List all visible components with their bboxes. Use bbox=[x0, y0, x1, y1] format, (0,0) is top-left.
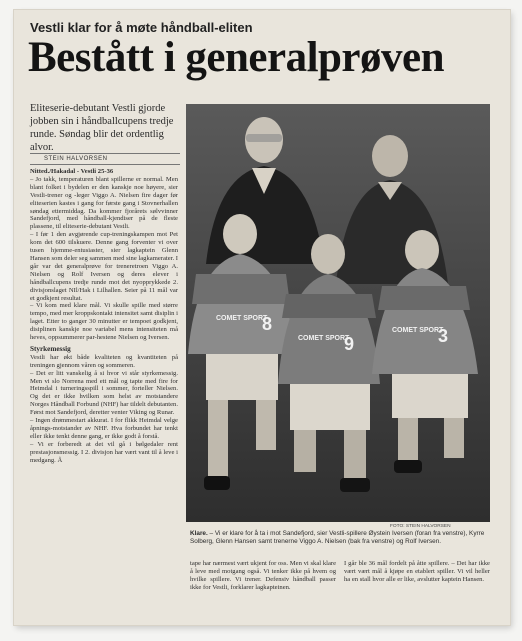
caption-lead: Klare. bbox=[190, 530, 208, 537]
body-column-3 bbox=[190, 560, 336, 592]
caption-text: – Vi er klare for å ta i mot Sandefjord, sier Vestli-spillere Øystein Iversen (foran fra venstre), Kyrre Solberg, Glenn Hansen samt trenerne Viggo A. Nielsen (bak fra venstre) og Rolf Iversen. bbox=[190, 530, 485, 545]
photo-credit: FOTO: STEIN HALVORSEN bbox=[390, 524, 451, 529]
byline-rule bbox=[30, 153, 180, 154]
body-paragraph: – Ingen drømmestart akkurat. I for flikk Heimdal velge åpnings-motstander av NHF. Hva forbundet har tenkt eller ikke tenkt denne gang, er ikke godt å forstå. bbox=[30, 417, 178, 440]
body-paragraph: – Vi kom med klare mål. Vi skulle spille med større tempo, med mer kroppskontakt intensitet samt disiplin i laget. Etter to ganger 30 minutter er tempoet godkjent, disiplinen kanskje noe variabel mens intensiteten må heves, oppsummerer par-hestene Nielsen og Iversen. bbox=[30, 302, 178, 342]
newspaper-clipping bbox=[14, 10, 510, 625]
team-photo bbox=[186, 104, 490, 522]
body-paragraph: tape har nærmest vært ukjent for oss. Men vi skal klare å leve med motgang også. Vi tenker ikke på hvem og hvilke spillere. Vi trener. Defensiv håndball passer ikke for Vestli, forklarer lagkapteinen. bbox=[190, 560, 336, 591]
headline: Bestått i generalprøven bbox=[28, 34, 445, 81]
subheading: Styrkemessig bbox=[30, 344, 71, 353]
jersey-number-right: 3 bbox=[438, 326, 449, 346]
lead-paragraph: Eliteserie-debutant Vestli gjorde jobben sin i håndballcupens tredje runde. Søndag blir det ordentlig alvor. bbox=[30, 103, 174, 153]
team-photo-illustration bbox=[186, 104, 490, 522]
byline-rule-bottom bbox=[30, 164, 180, 165]
jersey-sponsor-left: COMET SPORT bbox=[216, 315, 268, 322]
body-paragraph: – I før 1 den avgjørende cup-treningskampen mot Pet kom det 600 tilskuere. Denne gang forventer vi over tusen hjemme-entusiaster, sier lagkaptein Glenn Hansen som deler seg sammen med sine lagkamerater. I går var det generalprøve for treneretroen Viggo A. Nielsen og Rolf Iversen og deres elever i håndballcupens tredje runde mot det nyopprykkede 2. divisjonslaget NIl/Hak i Lilhallen. Seier på 11 mål var et godkjent resultat. bbox=[30, 231, 178, 302]
body-column-4 bbox=[344, 560, 490, 584]
jersey-number-left: 8 bbox=[262, 314, 273, 334]
match-result: Nitted./Hakadal - Vestli 25-36 bbox=[30, 168, 114, 175]
byline: STEIN HALVORSEN bbox=[44, 156, 108, 162]
body-paragraph: – Det er litt vanskelig å si hvor vi står styrkemessig. Men vi slo Norrena med ett mål og tapte med fire for Heimdal i turneringsspill i sommer, forteller Nielsen. Og det er ikke hvilken som helst av motstandere Norges Håndball Forbund (NHF) har tildelt debutanten. Først mot Sandefjord, deretter venter Viking og Runar. bbox=[30, 369, 178, 417]
kicker: Vestli klar for å møte håndball-eliten bbox=[30, 20, 253, 35]
body-paragraph: Vestli har økt både kvaliteten og kvantiteten på treningen gjennom våren og sommeren. bbox=[30, 353, 178, 369]
body-paragraph: – Jo takk, temperaturen blant spillerne er normal. Men blant folket i bydelen er den kanskje noe høyere, sier Vestli-trener og -leger Viggo A. Nielsen fire dager før eliteserien kastes i gang for første gang i Stovnerhallen søndag ettermiddag. Da kommer fjorårets sølvvinner Sandefjord, med håndball-kjendiser på de fleste plassene, til eliteserie-debutant Vestli. bbox=[30, 175, 178, 231]
jersey-number-middle: 9 bbox=[344, 334, 355, 354]
body-column-1 bbox=[30, 168, 178, 465]
jersey-sponsor-right: COMET SPORT bbox=[392, 327, 444, 334]
jersey-sponsor-middle: COMET SPORT bbox=[298, 335, 350, 342]
photo-caption bbox=[190, 530, 492, 545]
body-paragraph: – Vi er forberedt at det vil gå i bølgedaler rent prestasjonsmessig. I 2. divisjon har vært vant til å leve i medgang. Å bbox=[30, 440, 178, 464]
body-paragraph: I går ble 36 mål fordelt på åtte spillere. – Det har ikke vært vært mål å kjøpe en etablert spiller. Vi vil heller ha en stall hvor alle er like, avslutter kaptein Hansen. bbox=[344, 560, 490, 583]
